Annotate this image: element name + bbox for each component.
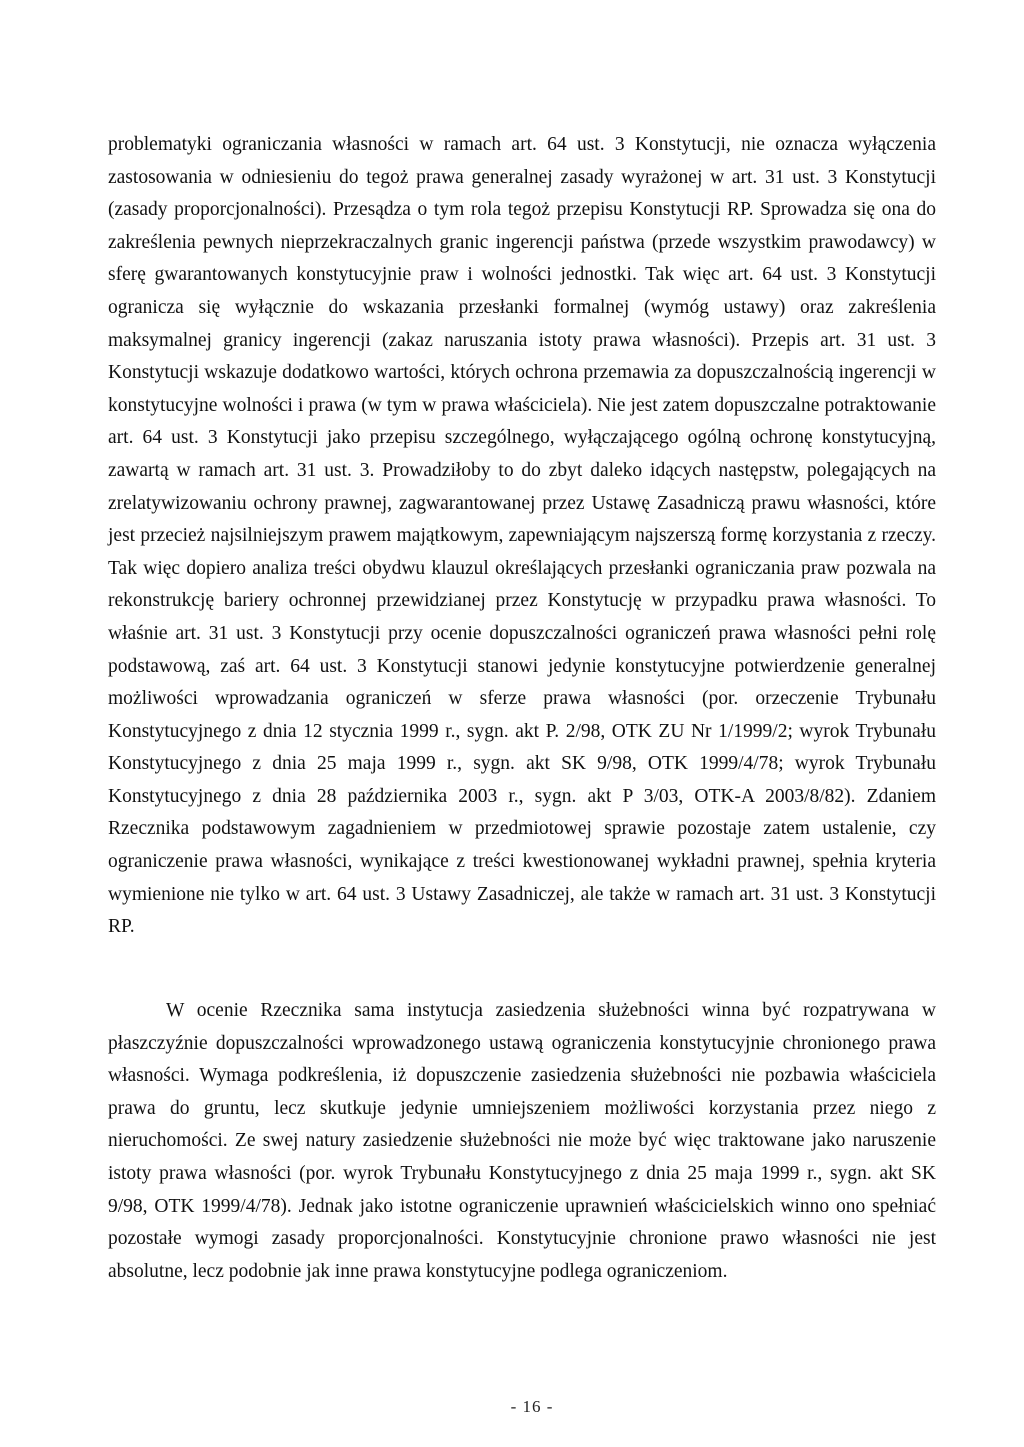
paragraph-text: W ocenie Rzecznika sama instytucja zasiedzenia służebności winna być rozpatrywana w płaszczyźnie dopuszczalności wprowadzonego ustawą ograniczenia konstytucyjnie chronionego prawa własności. Wymaga podkreślenia, iż dopuszczenie zasiedzenia służebności nie pozbawia właściciela prawa do gruntu, lecz skutkuje jedynie umniejszeniem możliwości korzystania przez niego z nieruchomości. Ze swej natury zasiedzenie służebności nie może być więc traktowane jako naruszenie istoty prawa własności (por. wyrok Trybunału Konstytucyjnego z dnia 25 maja 1999 r., sygn. akt SK 9/98, OTK 1999/4/78). Jednak jako istotne ograniczenie uprawnień właścicielskich winno ono spełniać pozostałe wymogi zasady proporcjonalności. Konstytucyjnie chronione prawo własności nie jest absolutne, lecz podobnie jak inne prawa konstytucyjne podlega ograniczeniom. <box>108 1000 936 1282</box>
paragraph-zasiedzenie <box>108 995 936 1288</box>
paragraph-continued <box>108 129 936 944</box>
paragraph-text: problematyki ograniczania własności w ramach art. 64 ust. 3 Konstytucji, nie oznacza wyłączenia zastosowania w odniesieniu do tegoż prawa generalnej zasady wyrażonej w art. 31 ust. 3 Konstytucji (zasady proporcjonalności). Przesądza o tym rola tegoż przepisu Konstytucji RP. Sprowadza się ona do zakreślenia pewnych nieprzekraczalnych granic ingerencji państwa (przede wszystkim prawodawcy) w sferę gwarantowanych konstytucyjnie praw i wolności jednostki. Tak więc art. 64 ust. 3 Konstytucji ogranicza się wyłącznie do wskazania przesłanki formalnej (wymóg ustawy) oraz zakreślenia maksymalnej granicy ingerencji (zakaz naruszania istoty prawa własności). Przepis art. 31 ust. 3 Konstytucji wskazuje dodatkowo wartości, których ochrona przemawia za dopuszczalnością ingerencji w konstytucyjne wolności i prawa (w tym w prawa właściciela). Nie jest zatem dopuszczalne potraktowanie art. 64 ust. 3 Konstytucji jako przepisu szczególnego, wyłączającego ogólną ochronę konstytucyjną, zawartą w ramach art. 31 ust. 3. Prowadziłoby to do zbyt daleko idących następstw, polegających na zrelatywizowaniu ochrony prawnej, zagwarantowanej przez Ustawę Zasadniczą prawu własności, które jest przecież najsilniejszym prawem majątkowym, zapewniającym najszerszą formę korzystania z rzeczy. Tak więc dopiero analiza treści obydwu klauzul określających przesłanki ograniczania praw pozwala na rekonstrukcję bariery ochronnej przewidzianej przez Konstytucję w przypadku prawa własności. To właśnie art. 31 ust. 3 Konstytucji przy ocenie dopuszczalności ograniczeń prawa własności pełni rolę podstawową, zaś art. 64 ust. 3 Konstytucji stanowi jedynie konstytucyjne potwierdzenie generalnej możliwości wprowadzania ograniczeń w sferze prawa własności (por. orzeczenie Trybunału Konstytucyjnego z dnia 12 stycznia 1999 r., sygn. akt P. 2/98, OTK ZU Nr 1/1999/2; wyrok Trybunału Konstytucyjnego z dnia 25 maja 1999 r., sygn. akt SK 9/98, OTK 1999/4/78; wyrok Trybunału Konstytucyjnego z dnia 28 października 2003 r., sygn. akt P 3/03, OTK-A 2003/8/82). Zdaniem Rzecznika podstawowym zagadnieniem w przedmiotowej sprawie pozostaje zatem ustalenie, czy ograniczenie prawa własności, wynikające z treści kwestionowanej wykładni prawnej, spełnia kryteria wymienione nie tylko w art. 64 ust. 3 Ustawy Zasadniczej, ale także w ramach art. 31 ust. 3 Konstytucji RP. <box>108 134 936 938</box>
page-number: - 16 - <box>510 1397 554 1416</box>
